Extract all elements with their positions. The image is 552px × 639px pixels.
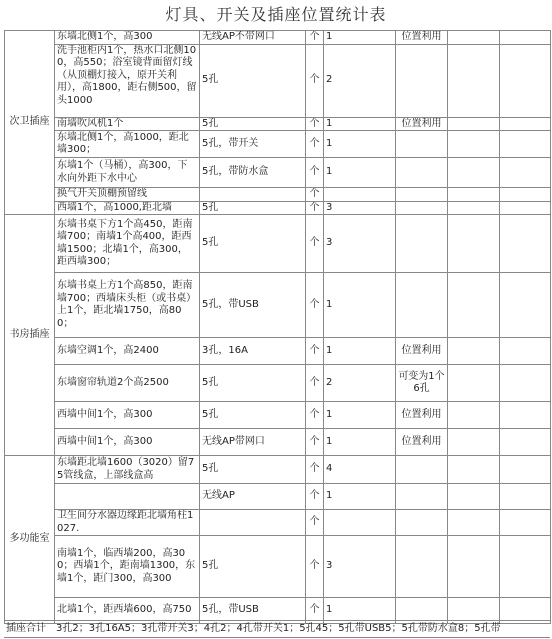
location-cell: 东墙窗帘轨道2个高2500 xyxy=(55,365,200,402)
unit-cell: 个 xyxy=(306,273,324,338)
note-cell xyxy=(396,536,448,598)
table-row xyxy=(5,201,551,215)
table-row xyxy=(5,44,551,117)
empty-cell xyxy=(448,44,500,117)
qty-cell: 1 xyxy=(324,598,396,624)
type-cell: 5孔 xyxy=(200,402,306,429)
type-cell: 5孔 xyxy=(200,117,306,131)
statistics-table xyxy=(4,30,551,624)
unit-cell: 个 xyxy=(306,158,324,188)
note-cell: 位置利用 xyxy=(396,402,448,429)
type-cell: 5孔，带开关 xyxy=(200,131,306,158)
empty-cell xyxy=(500,215,551,273)
empty-cell xyxy=(448,201,500,215)
note-cell: 位置利用 xyxy=(396,31,448,45)
unit-cell: 个 xyxy=(306,201,324,215)
empty-cell xyxy=(448,215,500,273)
empty-cell xyxy=(500,402,551,429)
empty-cell xyxy=(500,131,551,158)
unit-cell: 个 xyxy=(306,598,324,624)
empty-cell xyxy=(448,402,500,429)
type-cell: 5孔 xyxy=(200,456,306,484)
empty-cell xyxy=(448,365,500,402)
note-cell xyxy=(396,131,448,158)
total-row xyxy=(4,620,550,638)
note-cell xyxy=(396,188,448,202)
note-cell xyxy=(396,215,448,273)
location-cell: 东墙书桌上方1个高850，距南墙700；西墙床头柜（或书桌）上1个，距北墙1750，高800； xyxy=(55,273,200,338)
empty-cell xyxy=(500,188,551,202)
table-row xyxy=(5,456,551,484)
table-row xyxy=(5,273,551,338)
empty-cell xyxy=(500,44,551,117)
note-cell xyxy=(396,158,448,188)
empty-cell xyxy=(500,273,551,338)
note-cell: 位置利用 xyxy=(396,338,448,365)
note-cell xyxy=(396,201,448,215)
type-cell: 无线AP xyxy=(200,484,306,510)
qty-cell: 1 xyxy=(324,131,396,158)
empty-cell xyxy=(500,429,551,456)
empty-cell xyxy=(448,484,500,510)
empty-cell xyxy=(448,536,500,598)
qty-cell: 1 xyxy=(324,117,396,131)
note-cell xyxy=(396,44,448,117)
unit-cell: 个 xyxy=(306,456,324,484)
empty-cell xyxy=(500,31,551,45)
table-row xyxy=(5,131,551,158)
type-cell: 5孔，带USB xyxy=(200,598,306,624)
empty-cell xyxy=(500,365,551,402)
total-label: 插座合计 xyxy=(6,623,46,634)
unit-cell: 个 xyxy=(306,402,324,429)
qty-cell xyxy=(324,188,396,202)
location-cell: 东墙距北墙1600（3020）留75管线盒，上部线盒高 xyxy=(55,456,200,484)
qty-cell: 2 xyxy=(324,44,396,117)
unit-cell: 个 xyxy=(306,536,324,598)
location-cell: 东墙北侧1个，高1000，距北墙300； xyxy=(55,131,200,158)
type-cell: 5孔 xyxy=(200,44,306,117)
type-cell xyxy=(200,188,306,202)
note-cell xyxy=(396,456,448,484)
location-cell: 东墙北侧1个，高300 xyxy=(55,31,200,45)
empty-cell xyxy=(500,510,551,536)
qty-cell: 1 xyxy=(324,31,396,45)
type-cell: 5孔，带USB xyxy=(200,273,306,338)
table-row xyxy=(5,510,551,536)
location-cell: 东墙1个（马桶），高300，下水向外距下水中心 xyxy=(55,158,200,188)
table-title: 灯具、开关及插座位置统计表 xyxy=(165,5,387,24)
table-row xyxy=(5,31,551,45)
section-label: 多功能室 xyxy=(5,456,55,624)
note-cell: 位置利用 xyxy=(396,429,448,456)
table-row xyxy=(5,215,551,273)
empty-cell xyxy=(448,158,500,188)
table-row xyxy=(5,117,551,131)
empty-cell xyxy=(448,510,500,536)
table-row xyxy=(5,188,551,202)
type-cell: 3孔，16A xyxy=(200,338,306,365)
table-row xyxy=(5,365,551,402)
qty-cell: 1 xyxy=(324,158,396,188)
type-cell: 5孔，带防水盒 xyxy=(200,158,306,188)
empty-cell xyxy=(500,456,551,484)
note-cell xyxy=(396,510,448,536)
note-cell: 可变为1个6孔 xyxy=(396,365,448,402)
type-cell: 5孔 xyxy=(200,215,306,273)
note-cell xyxy=(396,484,448,510)
table-row xyxy=(5,429,551,456)
location-cell: 南墙吹风机1个 xyxy=(55,117,200,131)
table-row xyxy=(5,536,551,598)
qty-cell: 3 xyxy=(324,536,396,598)
note-cell: 位置利用 xyxy=(396,117,448,131)
empty-cell xyxy=(448,456,500,484)
location-cell: 东墙书桌下方1个高450，距南墙700；南墙1个高400，距西墙1500；北墙1个，高300，距西墙300； xyxy=(55,215,200,273)
qty-cell: 2 xyxy=(324,365,396,402)
empty-cell xyxy=(500,201,551,215)
qty-cell xyxy=(324,510,396,536)
location-cell: 卫生间分水器边缘距北墙角柱1027. xyxy=(55,510,200,536)
unit-cell: 个 xyxy=(306,44,324,117)
type-cell: 5孔 xyxy=(200,365,306,402)
type-cell: 无线AP带网口 xyxy=(200,429,306,456)
qty-cell: 3 xyxy=(324,215,396,273)
location-cell: 西墙中间1个，高300 xyxy=(55,402,200,429)
section-label: 次卫插座 xyxy=(5,31,55,215)
qty-cell: 1 xyxy=(324,273,396,338)
empty-cell xyxy=(448,131,500,158)
empty-cell xyxy=(448,188,500,202)
location-cell: 北墙1个，距西墙600，高750 xyxy=(55,598,200,624)
empty-cell xyxy=(500,338,551,365)
location-cell: 西墙中间1个，高300 xyxy=(55,429,200,456)
qty-cell: 1 xyxy=(324,338,396,365)
unit-cell: 个 xyxy=(306,31,324,45)
location-cell: 换气开关顶棚预留线 xyxy=(55,188,200,202)
type-cell: 5孔 xyxy=(200,536,306,598)
qty-cell: 1 xyxy=(324,484,396,510)
empty-cell xyxy=(448,273,500,338)
unit-cell: 个 xyxy=(306,188,324,202)
unit-cell: 个 xyxy=(306,510,324,536)
type-cell xyxy=(200,510,306,536)
location-cell: 西墙1个，高1000,距北墙 xyxy=(55,201,200,215)
unit-cell: 个 xyxy=(306,338,324,365)
qty-cell: 4 xyxy=(324,456,396,484)
empty-cell xyxy=(500,536,551,598)
empty-cell xyxy=(448,338,500,365)
qty-cell: 3 xyxy=(324,201,396,215)
location-cell: 东墙空调1个，高2400 xyxy=(55,338,200,365)
unit-cell: 个 xyxy=(306,117,324,131)
unit-cell: 个 xyxy=(306,365,324,402)
unit-cell: 个 xyxy=(306,215,324,273)
unit-cell: 个 xyxy=(306,484,324,510)
empty-cell xyxy=(500,484,551,510)
empty-cell xyxy=(448,31,500,45)
table-row xyxy=(5,158,551,188)
empty-cell xyxy=(500,117,551,131)
unit-cell: 个 xyxy=(306,131,324,158)
total-text: 3孔2；3孔16A5；3孔带开关3；4孔2；4孔带开关1；5孔45；5孔带USB5；5孔带防水盒8；5孔带 xyxy=(56,623,501,634)
qty-cell: 1 xyxy=(324,402,396,429)
unit-cell: 个 xyxy=(306,429,324,456)
location-cell: 南墙1个，临西墙200，高300；西墙1个，距南墙1300，东墙1个，距门300，高300 xyxy=(55,536,200,598)
qty-cell: 1 xyxy=(324,429,396,456)
empty-cell xyxy=(448,429,500,456)
table-row xyxy=(5,402,551,429)
note-cell xyxy=(396,273,448,338)
empty-cell xyxy=(448,117,500,131)
location-cell xyxy=(55,484,200,510)
table-row xyxy=(5,338,551,365)
location-cell: 洗手池柜内1个，热水口北侧100，高550；浴室镜背面留灯线（从顶棚灯接入，原开关利用），高1800，距右侧500，留头1000 xyxy=(55,44,200,117)
section-label: 书房插座 xyxy=(5,215,55,456)
type-cell: 无线AP不带网口 xyxy=(200,31,306,45)
table-row xyxy=(5,484,551,510)
type-cell: 5孔 xyxy=(200,201,306,215)
empty-cell xyxy=(500,158,551,188)
